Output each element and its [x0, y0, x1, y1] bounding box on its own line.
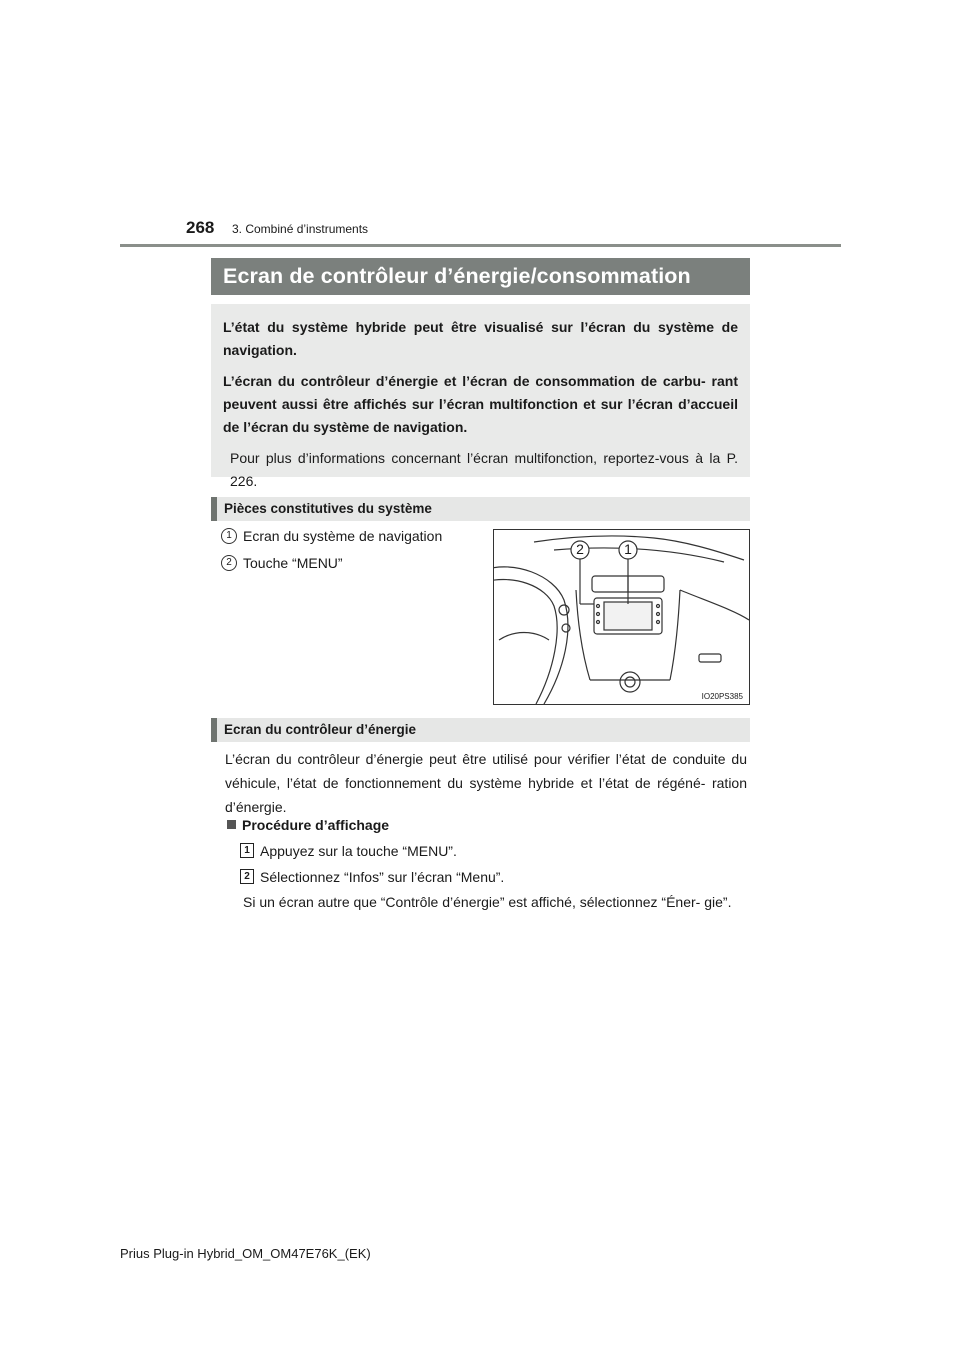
- intro-paragraph-2: L’écran du contrôleur d’énergie et l’écran de consommation de carbu- rant peuvent aussi être affichés sur l’écran multifonction et sur l’écran d’accueil de l’écran du système de navigation.: [223, 373, 738, 435]
- figure-callout-2: 2: [576, 541, 584, 557]
- procedure-title: Procédure d’affichage: [242, 817, 390, 833]
- procedure-note: Si un écran autre que “Contrôle d’énergie” est affiché, sélectionnez “Éner- gie”.: [243, 894, 732, 910]
- dashboard-figure: [493, 529, 750, 705]
- square-bullet-icon: [227, 820, 236, 829]
- figure-code: IO20PS385: [701, 692, 743, 701]
- component-item-1: Ecran du système de navigation: [243, 528, 443, 544]
- procedure-heading: [227, 817, 389, 833]
- intro-paragraph-1: L’état du système hybride peut être visualisé sur l’écran du système de navigation.: [223, 319, 738, 358]
- intro-paragraph-3: Pour plus d’informations concernant l’écran multifonction, reportez-vous à la P. 226.: [230, 450, 738, 489]
- chapter-title: 3. Combiné d’instruments: [232, 222, 369, 236]
- intro-box: [211, 304, 750, 489]
- energy-monitor-paragraph: L’écran du contrôleur d’énergie peut être utilisé pour vérifier l’état de conduite du véhicule, l’état de fonctionnement du système hybride et l’état de régéné- ration d’énergie.: [225, 751, 747, 815]
- header-rule: [120, 244, 841, 247]
- footer-document-id: Prius Plug-in Hybrid_OM_OM47E76K_(EK): [120, 1246, 371, 1261]
- section-header-energy-monitor: Ecran du contrôleur d’énergie: [211, 718, 750, 742]
- callout-2-badge: 2: [221, 555, 237, 571]
- step-2-text: Sélectionnez “Infos” sur l’écran “Menu”.: [260, 869, 505, 885]
- figure-callout-1: 1: [624, 541, 632, 557]
- step-1-badge: 1: [240, 843, 254, 858]
- page-title: Ecran de contrôleur d’énergie/consommation: [211, 258, 750, 295]
- callout-1-badge: 1: [221, 528, 237, 544]
- step-1-text: Appuyez sur la touche “MENU”.: [260, 843, 457, 859]
- component-item-2: Touche “MENU”: [243, 555, 343, 571]
- step-2-badge: 2: [240, 869, 254, 884]
- page-number: 268: [186, 218, 215, 237]
- section-header-components: Pièces constitutives du système: [211, 497, 750, 521]
